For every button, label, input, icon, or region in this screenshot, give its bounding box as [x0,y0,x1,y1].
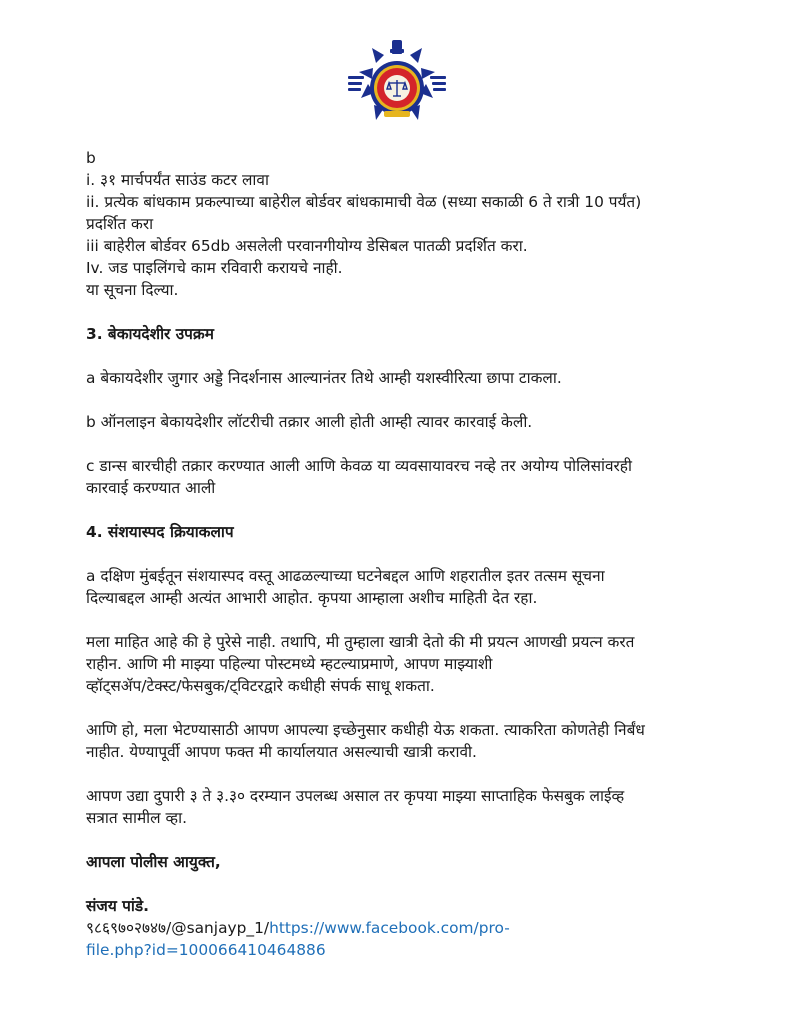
section-3-item-c-cont: कारवाई करण्यात आली [86,479,216,497]
paragraph-line: राहीन. आणि मी माझ्या पहिल्या पोस्टमध्ये म्हटल्याप्रमाणे, आपण माझ्याशी [86,655,493,673]
paragraph-line: व्हॉट्सॲप/टेक्स्ट/फेसबुक/ट्विटरद्वारे कधीही संपर्क साधू शकता. [86,677,435,695]
mumbai-police-emblem-logo [340,28,454,134]
section-4-item-a: a दक्षिण मुंबईतून संशयास्पद वस्तू आढळल्याच्या घटनेबद्दल आणि शहरातील इतर तत्सम सूचना [86,567,605,585]
section-3-heading: 3. बेकायदेशीर उपक्रम [86,325,214,343]
section-4-heading: 4. संशयास्पद क्रियाकलाप [86,523,234,541]
instruction-summary: या सूचना दिल्या. [86,281,179,299]
section-b-label: b [86,149,96,167]
emblem-motto-ribbon [384,111,410,117]
section-3-item-c: c डान्स बारचीही तक्रार करण्यात आली आणि केवळ या व्यवसायावरच नव्हे तर अयोग्य पोलिसांवरही [86,457,632,475]
paragraph-line: सत्रात सामील व्हा. [86,809,187,827]
paragraph-line: आपण उद्या दुपारी ३ ते ३.३० दरम्यान उपलब्ध असाल तर कृपया माझ्या साप्ताहिक फेसबुक लाईव्ह [86,787,625,805]
ashoka-emblem-icon [390,40,404,53]
signature-name: संजय पांडे. [86,897,149,915]
paragraph-line: आणि हो, मला भेटण्यासाठी आपण आपल्या इच्छेनुसार कधीही येऊ शकता. त्याकरिता कोणतेही निर्बंध [86,721,645,739]
contact-handle: ९८६९७०२७४७/@sanjayp_1/ [86,919,270,937]
paragraph-line: मला माहित आहे की हे पुरेसे नाही. तथापि, मी तुम्हाला खात्री देतो की मी प्रयत्न आणखी प्रयत्न करत [86,633,635,651]
facebook-link[interactable]: https://www.facebook.com/pro- [269,919,510,937]
letter-body [86,147,726,961]
paragraph-line: नाहीत. येण्यापूर्वी आपण फक्त मी कार्यालयात असल्याची खात्री करावी. [86,743,477,761]
section-3-item-a: a बेकायदेशीर जुगार अड्डे निदर्शनास आल्यानंतर तिथे आम्ही यशस्वीरित्या छापा टाकला. [86,369,562,387]
instruction-line: iii बाहेरील बोर्डवर 65db असलेली परवानगीयोग्य डेसिबल पातळी प्रदर्शित करा. [86,237,528,255]
instruction-line: ii. प्रत्येक बांधकाम प्रकल्पाच्या बाहेरील बोर्डवर बांधकामाची वेळ (सध्या सकाळी 6 ते रात्री 10 पर्यंत) [86,193,642,211]
section-3-item-b: b ऑनलाइन बेकायदेशीर लॉटरीची तक्रार आली होती आम्ही त्यावर कारवाई केली. [86,413,533,431]
instruction-line: Iv. जड पाइलिंगचे काम रविवारी करायचे नाही. [86,259,343,277]
instruction-line: प्रदर्शित करा [86,215,154,233]
facebook-link-cont[interactable]: file.php?id=100066410464886 [86,941,326,959]
section-4-item-a-cont: दिल्याबद्दल आम्ही अत्यंत आभारी आहोत. कृपया आम्हाला अशीच माहिती देत रहा. [86,589,538,607]
contact-line [86,917,726,939]
closing-line: आपला पोलीस आयुक्त, [86,853,221,871]
instruction-line: i. ३१ मार्चपर्यंत साउंड कटर लावा [86,171,269,189]
